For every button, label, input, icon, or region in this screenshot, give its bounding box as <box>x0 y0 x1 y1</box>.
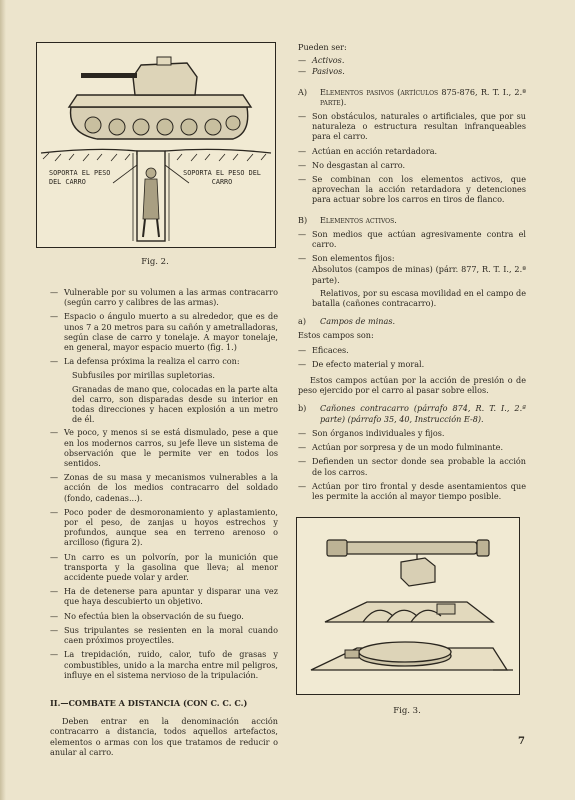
figure-2-illustration <box>36 42 276 248</box>
right-column <box>298 42 526 505</box>
list-item: — No desgastan al carro. <box>298 159 406 170</box>
list-item: — Espacio o ángulo muerto a su alrededor, que es de unos 7 a 20 metros para su cañón y ametralladoras, según clase de carro y tonelaje. A mayor tonelaje, en general, mayor espacio muerto (fig. 1.) <box>50 311 278 353</box>
section-heading: II.—COMBATE A DISTANCIA (CON C. C. C.) <box>50 697 248 708</box>
list-item: — Ha de detenerse para apuntar y disparar una vez que haya descubierto un objetivo. <box>50 586 278 607</box>
page-number: 7 <box>518 736 525 747</box>
sub-item: Absolutos (campos de minas) (párr. 877, R. T. I., 2.ª parte). <box>312 264 526 285</box>
subsection-a-heading: A) Elementos pasivos (artículos 875-876, R. T. I., 2.ª parte). <box>298 86 526 107</box>
list-item: — La trepidación, ruido, calor, tufo de grasas y combustibles, unido a la marcha entre mil peligros, influye en el sistema nervioso de la tripulación. <box>50 649 278 680</box>
figure-2-label-left: SOPORTA EL PESO DEL CARRO <box>49 169 111 186</box>
figure-2-caption: Fig. 2. <box>141 257 169 267</box>
list-item: — Son medios que actúan agresivamente contra el carro. <box>298 228 526 250</box>
figure-2-label-right: SOPORTA EL PESO DEL CARRO <box>183 169 261 186</box>
list-item: — Actúan por tiro frontal y desde asentamientos que les permite la acción al mayor tiempo posible. <box>298 480 526 501</box>
list-item: — Vulnerable por su volumen a las armas contracarro (según carro y calibres de las armas). <box>50 287 278 308</box>
list-item: — La defensa próxima la realiza el carro con: <box>50 356 240 367</box>
left-column <box>50 287 278 763</box>
ba-paragraph: Estos campos actúan por la acción de presión o de peso ejercido por el carro al pasar sobre ellos. <box>298 375 526 396</box>
list-item: — Pasivos. <box>298 66 345 77</box>
list-item: — Actúan en acción retardadora. <box>298 145 438 156</box>
antitank-gun-assembly-drawing <box>297 518 519 694</box>
list-item: — No efectúa bien la observación de su fuego. <box>50 610 244 621</box>
figure-3-caption: Fig. 3. <box>393 706 421 716</box>
figure-3-illustration <box>296 517 520 695</box>
subsection-ba-heading: a) Campos de minas. <box>298 316 396 327</box>
list-item: — De efecto material y moral. <box>298 358 425 369</box>
list-item: — Un carro es un polvorín, por la munición que transporta y la gasolina que lleva; al menor accidente puede volar y arder. <box>50 551 278 583</box>
list-item: — Poco poder de desmoronamiento y aplastamiento, por el peso, de zanjas u hoyos estrechos y profundos, aunque sea en terreno arenoso o arcilloso (figura 2). <box>50 506 278 548</box>
intro-text: Pueden ser: <box>298 42 347 52</box>
list-item: — Activos. <box>298 55 345 66</box>
ba-intro: Estos campos son: <box>298 330 374 341</box>
list-item: — Son órganos individuales y fijos. <box>298 427 445 438</box>
list-item: — Ve poco, y menos si se está dismulado, pese a que en los modernos carros, su jefe lleve un sistema de observación que le permite ver en todos los sentidos. <box>50 427 278 469</box>
sub-item: Relativos, por su escasa movilidad en el campo de batalla (cañones contracarro). <box>312 287 526 309</box>
section-paragraph: Deben entrar en la denominación acción contracarro a distancia, todos aquellos artefactos, elementos o armas con los que tratamos de reducir o anular al carro. <box>50 716 278 757</box>
sub-item: Granadas de mano que, colocadas en la parte alta del carro, son disparadas desde su interior en todas direcciones y hacen explosión a un metro de él. <box>72 383 278 425</box>
list-item: — Se combinan con los elementos activos, que aprovechan la acción retardadora y detenciones para actuar sobre los carros en tiros de flanco. <box>298 174 526 205</box>
subsection-b-heading: B) Elementos activos. <box>298 214 397 225</box>
list-item: — Sus tripulantes se resienten en la moral cuando caen próximos proyectiles. <box>50 624 278 646</box>
list-item: — Zonas de su masa y mecanismos vulnerables a la acción de los medios contracarro del soldado (fondo, cadenas...). <box>50 472 278 503</box>
list-item: — Eficaces. <box>298 344 349 355</box>
list-item: — Actúan por sorpresa y de un modo fulminante. <box>298 442 504 453</box>
sub-item: Subfusiles por mirillas supletorias. <box>72 370 216 381</box>
tank-over-trench-drawing <box>37 43 275 247</box>
page-binding-shadow <box>0 0 6 800</box>
list-item: — Son elementos fijos: <box>298 253 395 264</box>
list-item: — Son obstáculos, naturales o artificiales, que por su naturaleza o estructura resultan infranqueables para el carro. <box>298 111 526 142</box>
list-item: — Defienden un sector donde sea probable la acción de los carros. <box>298 456 526 477</box>
subsection-bb-heading: b) Cañones contracarro (párrafo 874, R. T. I., 2.ª parte) (párrafo 35, 40, Instrucción E-8). <box>298 403 526 424</box>
